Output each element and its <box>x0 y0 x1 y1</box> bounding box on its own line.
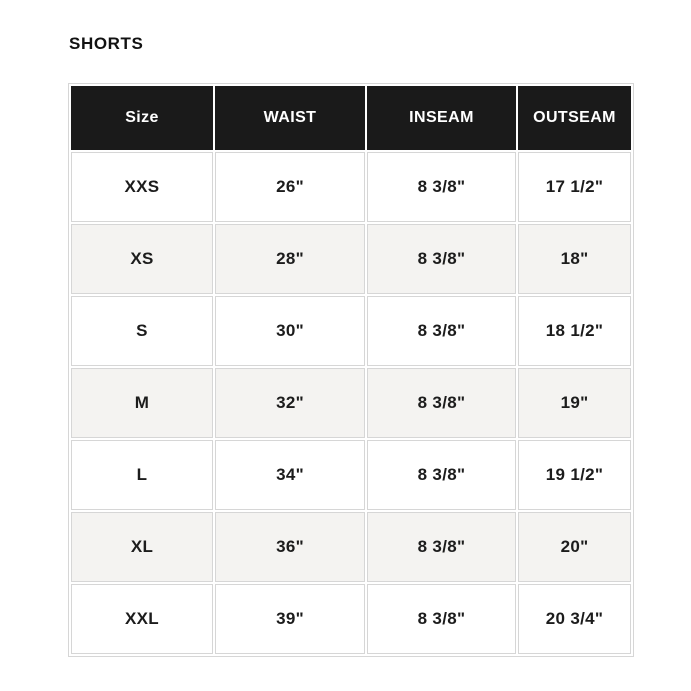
measurement-cell: 8 3/8" <box>367 584 516 654</box>
column-header-size: Size <box>71 86 213 150</box>
measurement-cell: 8 3/8" <box>367 368 516 438</box>
measurement-cell: 8 3/8" <box>367 152 516 222</box>
size-cell: M <box>71 368 213 438</box>
measurement-cell: 30" <box>215 296 365 366</box>
table-row <box>71 296 631 366</box>
table-row <box>71 584 631 654</box>
table-header <box>71 86 631 150</box>
column-header-outseam: OUTSEAM <box>518 86 631 150</box>
measurement-cell: 36" <box>215 512 365 582</box>
size-cell: XL <box>71 512 213 582</box>
size-chart-table <box>68 83 634 657</box>
page-title: SHORTS <box>69 34 144 53</box>
table-row <box>71 440 631 510</box>
table-row <box>71 224 631 294</box>
measurement-cell: 28" <box>215 224 365 294</box>
measurement-cell: 19" <box>518 368 631 438</box>
table-body <box>71 152 631 654</box>
measurement-cell: 17 1/2" <box>518 152 631 222</box>
header-row <box>71 86 631 150</box>
size-cell: XXL <box>71 584 213 654</box>
measurement-cell: 19 1/2" <box>518 440 631 510</box>
size-cell: XS <box>71 224 213 294</box>
size-cell: L <box>71 440 213 510</box>
measurement-cell: 39" <box>215 584 365 654</box>
measurement-cell: 8 3/8" <box>367 224 516 294</box>
size-cell: S <box>71 296 213 366</box>
measurement-cell: 26" <box>215 152 365 222</box>
column-header-inseam: INSEAM <box>367 86 516 150</box>
table-row <box>71 152 631 222</box>
table-row <box>71 512 631 582</box>
measurement-cell: 18" <box>518 224 631 294</box>
measurement-cell: 8 3/8" <box>367 296 516 366</box>
measurement-cell: 32" <box>215 368 365 438</box>
measurement-cell: 20 3/4" <box>518 584 631 654</box>
measurement-cell: 18 1/2" <box>518 296 631 366</box>
table-row <box>71 368 631 438</box>
measurement-cell: 20" <box>518 512 631 582</box>
size-cell: XXS <box>71 152 213 222</box>
measurement-cell: 8 3/8" <box>367 440 516 510</box>
column-header-waist: WAIST <box>215 86 365 150</box>
measurement-cell: 34" <box>215 440 365 510</box>
measurement-cell: 8 3/8" <box>367 512 516 582</box>
